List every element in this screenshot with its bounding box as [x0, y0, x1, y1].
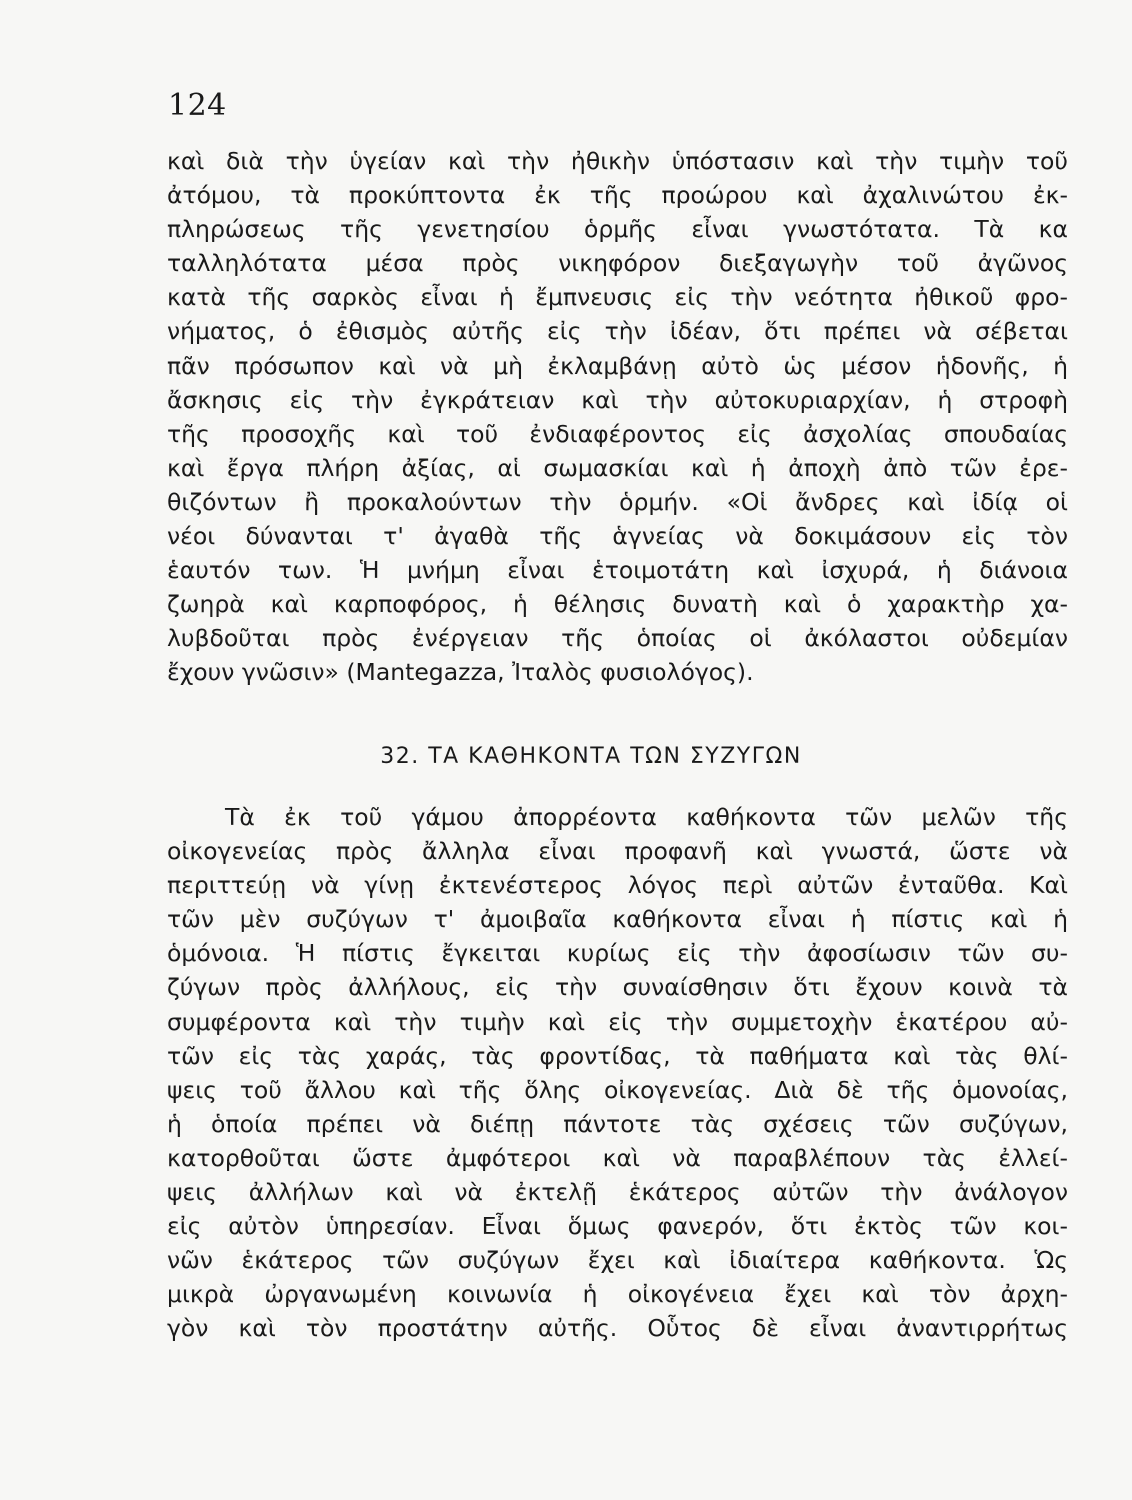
paragraph-2	[167, 800, 1068, 1346]
text-line: ταλληλότατα μέσα πρὸς νικηφόρον διεξαγωγὴν τοῦ ἀγῶνος	[167, 249, 1068, 278]
text-line: γὸν καὶ τὸν προστάτην αὐτῆς. Οὗτος δὲ εἶναι ἀναντιρρήτως	[167, 1314, 1068, 1343]
section-heading: 32. ΤΑ ΚΑΘΗΚΟΝΤΑ ΤΩΝ ΣΥΖΥΓΩΝ	[380, 744, 802, 769]
text-line: νῶν ἑκάτερος τῶν συζύγων ἔχει καὶ ἰδιαίτερα καθήκοντα. Ὡς	[167, 1246, 1068, 1275]
text-line: οἰκογενείας πρὸς ἄλληλα εἶναι προφανῆ καὶ γνωστά, ὥστε νὰ	[167, 837, 1068, 866]
text-line: ψεις ἀλλήλων καὶ νὰ ἐκτελῇ ἑκάτερος αὐτῶν τὴν ἀνάλογον	[167, 1178, 1068, 1207]
text-line: ζύγων πρὸς ἀλλήλους, εἰς τὴν συναίσθησιν ὅτι ἔχουν κοινὰ τὰ	[167, 973, 1068, 1002]
text-line: τῶν εἰς τὰς χαράς, τὰς φροντίδας, τὰ παθήματα καὶ τὰς θλί-	[167, 1041, 1068, 1070]
text-line: Τὰ ἐκ τοῦ γάμου ἀπορρέοντα καθήκοντα τῶν μελῶν τῆς	[225, 803, 1068, 831]
text-line: μικρὰ ὠργανωμένη κοινωνία ἡ οἰκογένεια ἔχει καὶ τὸν ἀρχη-	[167, 1280, 1068, 1309]
text-line: κατὰ τῆς σαρκὸς εἶναι ἡ ἔμπνευσις εἰς τὴν νεότητα ἠθικοῦ φρο-	[167, 283, 1068, 312]
paragraph-1	[167, 144, 1068, 690]
text-line: καὶ ἔργα πλήρη ἀξίας, αἱ σωμασκίαι καὶ ἡ ἀποχὴ ἀπὸ τῶν ἐρε-	[167, 453, 1068, 482]
text-line: συμφέροντα καὶ τὴν τιμὴν καὶ εἰς τὴν συμμετοχὴν ἑκατέρου αὐ-	[167, 1007, 1068, 1036]
text-line: ἄσκησις εἰς τὴν ἐγκράτειαν καὶ τὴν αὐτοκυριαρχίαν, ἡ στροφὴ	[167, 385, 1068, 414]
page-number: 124	[168, 88, 227, 123]
text-line: πληρώσεως τῆς γενετησίου ὁρμῆς εἶναι γνωστότατα. Τὰ κα	[167, 215, 1068, 244]
text-line: ψεις τοῦ ἄλλου καὶ τῆς ὅλης οἰκογενείας. Διὰ δὲ τῆς ὁμονοίας,	[167, 1075, 1068, 1104]
text-line: ἑαυτόν των. Ἡ μνήμη εἶναι ἑτοιμοτάτη καὶ ἰσχυρά, ἡ διάνοια	[167, 556, 1068, 585]
text-line: τῶν μὲν συζύγων τ' ἀμοιβαῖα καθήκοντα εἶναι ἡ πίστις καὶ ἡ	[167, 905, 1068, 934]
text-line: καὶ διὰ τὴν ὑγείαν καὶ τὴν ἠθικὴν ὑπόστασιν καὶ τὴν τιμὴν τοῦ	[167, 147, 1068, 175]
text-line: ζωηρὰ καὶ καρποφόρος, ἡ θέλησις δυνατὴ καὶ ὁ χαρακτὴρ χα-	[167, 590, 1068, 619]
text-line: περιττεύῃ νὰ γίνῃ ἐκτενέστερος λόγος περὶ αὐτῶν ἐνταῦθα. Καὶ	[167, 871, 1068, 900]
text-line: κατορθοῦται ὥστε ἀμφότεροι καὶ νὰ παραβλέπουν τὰς ἐλλεί-	[167, 1143, 1068, 1172]
text-line: τῆς προσοχῆς καὶ τοῦ ἐνδιαφέροντος εἰς ἀσχολίας σπουδαίας	[167, 419, 1068, 448]
text-line: ἔχουν γνῶσιν» (Mantegazza, Ἰταλὸς φυσιολόγος).	[167, 658, 754, 687]
text-line: λυβδοῦται πρὸς ἐνέργειαν τῆς ὁποίας οἱ ἀκόλαστοι οὐδεμίαν	[167, 624, 1068, 653]
text-line: νέοι δύνανται τ' ἀγαθὰ τῆς ἁγνείας νὰ δοκιμάσουν εἰς τὸν	[167, 522, 1068, 551]
text-line: ὁμόνοια. Ἡ πίστις ἔγκειται κυρίως εἰς τὴν ἀφοσίωσιν τῶν συ-	[167, 939, 1068, 968]
text-line: θιζόντων ἢ προκαλούντων τὴν ὁρμήν. «Οἱ ἄνδρες καὶ ἰδίᾳ οἱ	[167, 487, 1068, 516]
text-line: πᾶν πρόσωπον καὶ νὰ μὴ ἐκλαμβάνῃ αὐτὸ ὡς μέσον ἡδονῆς, ἡ	[167, 351, 1068, 380]
text-line: ἀτόμου, τὰ προκύπτοντα ἐκ τῆς προώρου καὶ ἀχαλινώτου ἐκ-	[167, 181, 1068, 210]
text-line: νήματος, ὁ ἐθισμὸς αὐτῆς εἰς τὴν ἰδέαν, ὅτι πρέπει νὰ σέβεται	[167, 317, 1068, 346]
text-line: εἰς αὐτὸν ὑπηρεσίαν. Εἶναι ὅμως φανερόν, ὅτι ἐκτὸς τῶν κοι-	[167, 1212, 1068, 1241]
text-line: ἡ ὁποία πρέπει νὰ διέπῃ πάντοτε τὰς σχέσεις τῶν συζύγων,	[167, 1109, 1068, 1138]
